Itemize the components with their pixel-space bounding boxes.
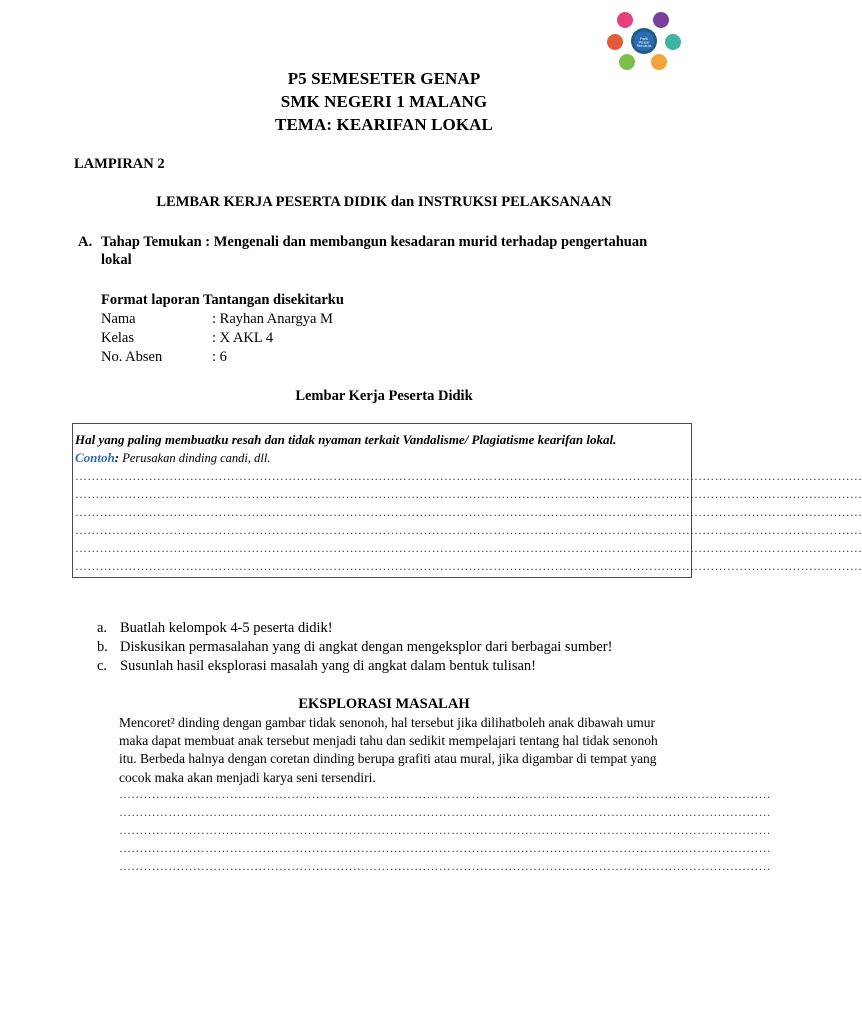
logo-petal-5 [619, 54, 635, 70]
box-dotted-line-2[interactable]: ………………………………………………………………………………………………………………………………………………………………………… [75, 487, 862, 501]
field-value-kelas: : X AKL 4 [212, 330, 274, 346]
profil-pelajar-pancasila-logo [603, 10, 685, 72]
box-example [75, 450, 270, 466]
svg-text:Profil: Profil [640, 37, 648, 41]
exploration-line-1: Mencoret² dinding dengan gambar tidak senonoh, hal tersebut jika dilihatboleh anak dibawah umur [119, 715, 656, 730]
logo-petal-4 [665, 34, 681, 50]
format-title: Format laporan Tantangan disekitarku [101, 292, 344, 308]
header-line-3: TEMA: KEARIFAN LOKAL [275, 115, 493, 134]
exploration-line-3: itu. Berbeda halnya dengan coretan dinding berupa grafiti atau mural, jika digambar di tempat yang [119, 751, 657, 767]
example-colon: : [114, 450, 120, 465]
instruction-marker-c: c. [97, 658, 108, 674]
exploration-paragraph [119, 714, 691, 787]
exploration-dotted-line-4[interactable]: …………………………………………………………………………………………………………………………………………… [119, 841, 771, 855]
box-dotted-line-5[interactable]: ………………………………………………………………………………………………………………………………………………………………………… [75, 541, 862, 555]
instruction-text-b: Diskusikan permasalahan yang di angkat dengan mengeksplor dari berbagai sumber! [120, 639, 613, 655]
instruction-marker-a: a. [97, 620, 108, 636]
example-text: Perusakan dinding candi, dll. [119, 451, 271, 465]
section-a-line-2: lokal [101, 252, 132, 268]
instruction-text-a: Buatlah kelompok 4-5 peserta didik! [120, 620, 333, 636]
svg-text:Pancasila: Pancasila [636, 44, 652, 48]
logo-petal-3 [607, 34, 623, 50]
box-dotted-line-4[interactable]: ………………………………………………………………………………………………………………………………………………………………………… [75, 523, 862, 537]
header-line-1: P5 SEMESETER GENAP [287, 69, 481, 88]
svg-text:Pelajar: Pelajar [638, 40, 650, 45]
exploration-title: EKSPLORASI MASALAH [298, 696, 470, 712]
exploration-dotted-line-1[interactable]: …………………………………………………………………………………………………………………………………………… [119, 787, 771, 801]
exploration-dotted-line-5[interactable]: …………………………………………………………………………………………………………………………………………… [119, 859, 771, 873]
field-value-no-absen: : 6 [212, 349, 227, 365]
instruction-text-c: Susunlah hasil eksplorasi masalah yang di angkat dalam bentuk tulisan! [120, 658, 536, 674]
field-label-nama: Nama [101, 311, 136, 327]
exploration-dotted-line-3[interactable]: …………………………………………………………………………………………………………………………………………… [119, 823, 771, 837]
lkpd-title: Lembar Kerja Peserta Didik [295, 388, 473, 404]
field-label-no-absen: No. Absen [101, 349, 163, 365]
section-a-marker: A. [78, 234, 93, 250]
box-dotted-line-1[interactable]: ………………………………………………………………………………………………………………………………………………………………………… [75, 469, 862, 483]
box-question: Hal yang paling membuatku resah dan tidak nyaman terkait Vandalisme/ Plagiatisme kearifan lokal. [75, 432, 617, 447]
exploration-dotted-line-2[interactable]: …………………………………………………………………………………………………………………………………………… [119, 805, 771, 819]
logo-petal-2 [653, 12, 669, 28]
example-label: Contoh [75, 450, 115, 465]
document-subtitle: LEMBAR KERJA PESERTA DIDIK dan INSTRUKSI PELAKSANAAN [156, 194, 612, 210]
instruction-marker-b: b. [97, 639, 108, 655]
header-line-2: SMK NEGERI 1 MALANG [280, 92, 488, 111]
field-value-nama: : Rayhan Anargya M [212, 311, 333, 327]
lampiran-label: LAMPIRAN 2 [74, 156, 165, 172]
exploration-line-2: maka dapat membuat anak tersebut menjadi tahu dan sedikit mempelajari tentang hal tidak senonoh [119, 733, 658, 749]
box-dotted-line-3[interactable]: ………………………………………………………………………………………………………………………………………………………………………… [75, 505, 862, 519]
field-label-kelas: Kelas [101, 330, 135, 346]
section-a-line-1: Tahap Temukan : Mengenali dan membangun kesadaran murid terhadap pengertahuan [101, 234, 648, 250]
logo-petal-1 [617, 12, 633, 28]
exploration-line-4: cocok maka akan menjadi karya seni tersendiri. [119, 769, 376, 785]
logo-petal-6 [651, 54, 667, 70]
box-dotted-line-6[interactable]: ………………………………………………………………………………………………………………………………………………………………………… [75, 559, 862, 573]
